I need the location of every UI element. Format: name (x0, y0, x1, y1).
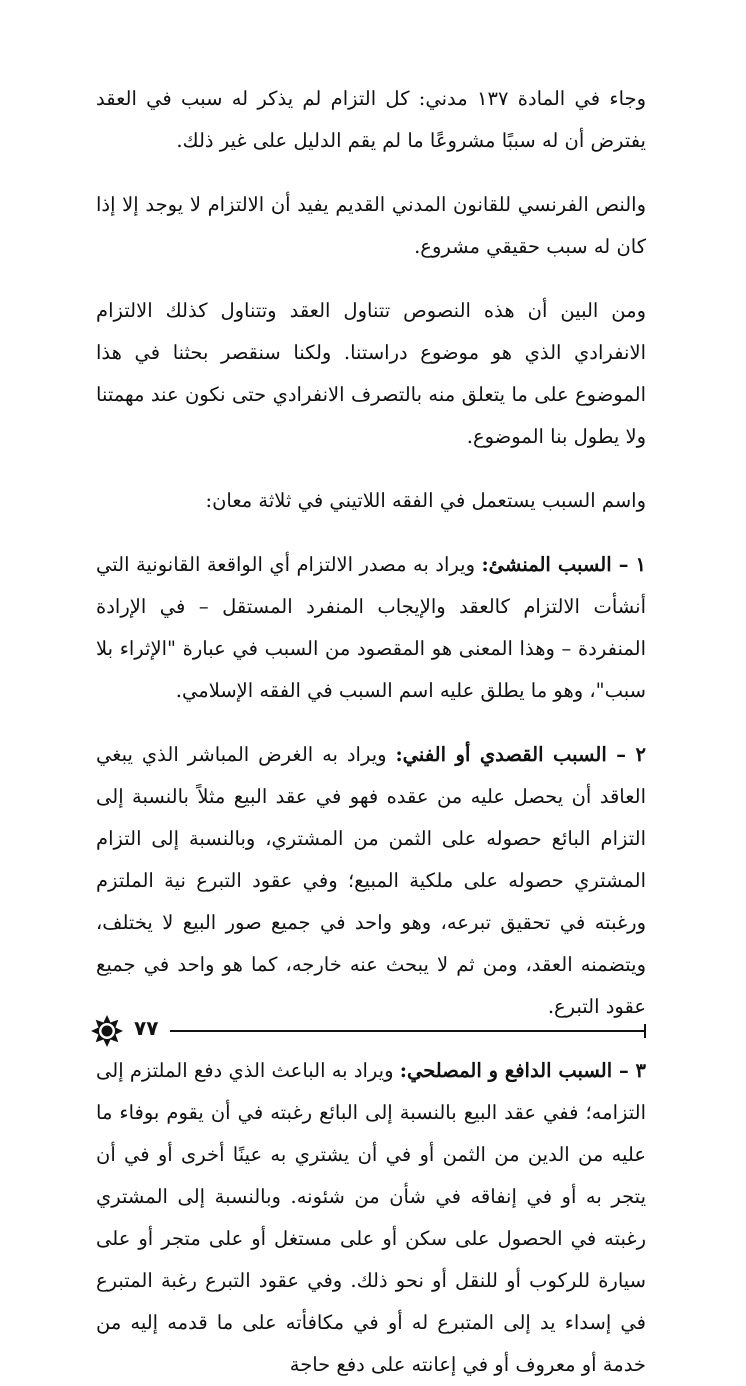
paragraph-2 (96, 184, 646, 268)
paragraph-7-heading: ٣ – السبب الدافع و المصلحي: (399, 1059, 646, 1082)
paragraph-4 (96, 480, 646, 522)
paragraph-5-text: ويراد به مصدر الالتزام أي الواقعة القانونية التي أنشأت الالتزام كالعقد والإيجاب المنفرد المستقل – في الإرادة المنفردة – وهذا المعنى هو المقصود من السبب في عبارة "الإثراء بلا سبب"، وهو ما يطلق عليه اسم السبب في الفقه الإسلامي. (96, 553, 646, 702)
paragraph-6-heading: ٢ – السبب القصدي أو الفني: (395, 743, 646, 766)
paragraph-5 (96, 544, 646, 712)
paragraph-6 (96, 734, 646, 1028)
star-ornament-icon (90, 1014, 124, 1048)
paragraph-2-text: والنص الفرنسي للقانون المدني القديم يفيد أن الالتزام لا يوجد إلا إذا كان له سبب حقيقي مشروع. (96, 193, 646, 258)
footer-rule (170, 1030, 646, 1032)
paragraph-5-heading: ١ – السبب المنشئ: (481, 553, 646, 576)
paragraph-7 (96, 1050, 646, 1386)
paragraph-6-text: ويراد به الغرض المباشر الذي يبغي العاقد أن يحصل عليه من عقده فهو في عقد البيع مثلاً بالنسبة إلى التزام البائع حصوله على الثمن من المشتري، وبالنسبة إلى التزام المشتري حصوله على ملكية المبيع؛ وفي عقود التبرع نية الملتزم ورغبته في تحقيق تبرعه، وهو واحد في جميع صور البيع لا يختلف، ويتضمنه العقد، ومن ثم لا يبحث عنه خارجه، كما هو واحد في جميع عقود التبرع. (96, 743, 646, 1018)
paragraph-7-text: ويراد به الباعث الذي دفع الملتزم إلى التزامه؛ ففي عقد البيع بالنسبة إلى البائع رغبته في أن يقوم بوفاء ما عليه من الدين من الثمن أو في أن يشتري به عينًا أخرى أو في أن يتجر به أو في إنفاقه في شأن من شئونه. وبالنسبة إلى المشتري رغبته في الحصول على سكن أو على مستغل أو على متجر أو على سيارة للركوب أو للنقل أو نحو ذلك. وفي عقود التبرع رغبة المتبرع في إسداء يد إلى المتبرع له أو في مكافأته على ما قدمه إليه من خدمة أو معروف أو في إعانته على دفع حاجة (96, 1059, 646, 1376)
paragraph-4-text: واسم السبب يستعمل في الفقه اللاتيني في ثلاثة معان: (205, 489, 646, 512)
paragraph-3-text: ومن البين أن هذه النصوص تتناول العقد وتتناول كذلك الالتزام الانفرادي الذي هو موضوع دراستنا. ولكنا سنقصر بحثنا في هذا الموضوع على ما يتعلق منه بالتصرف الانفرادي حتى نكون عند مهمتنا ولا يطول بنا الموضوع. (96, 299, 646, 448)
body-text (96, 78, 646, 1386)
paragraph-1 (96, 78, 646, 162)
footer-rule-end (644, 1024, 646, 1038)
page-footer (90, 1010, 646, 1050)
paragraph-1-text: وجاء في المادة ١٣٧ مدني: كل التزام لم يذكر له سبب في العقد يفترض أن له سببًا مشروعًا ما لم يقم الدليل على غير ذلك. (96, 87, 646, 152)
paragraph-3 (96, 290, 646, 458)
page-number: ٧٧ (134, 1016, 159, 1040)
